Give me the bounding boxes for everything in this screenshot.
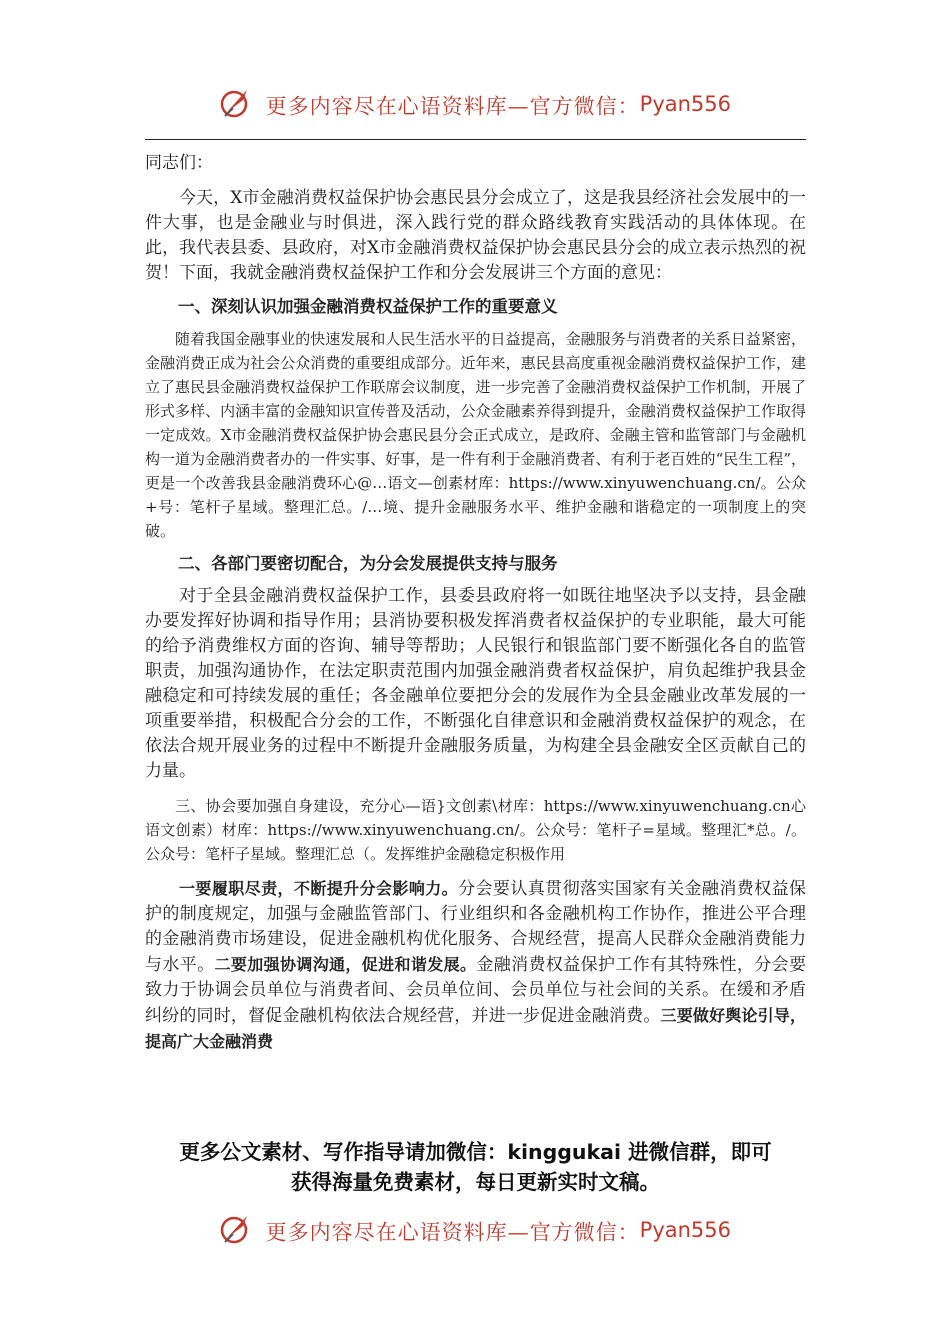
banner-text: 更多内容尽在心语资料库—官方微信： (265, 1220, 640, 1245)
quill-logo-icon (219, 1212, 253, 1251)
promo-block (145, 1137, 806, 1197)
quill-logo-icon (219, 86, 253, 125)
point-1-bold: 一要履职尽责，不断提升分会影响力。 (179, 879, 459, 898)
point-2-text: 金融消费权益保护工作有其特殊性，分会要致力于协调会员单位与消费者间、会员单位间、会员单位与社会间的关系。在缓和矛盾纠纷的同时，督促金融机构依法合规经营，并进一步促进金融消费。 (145, 955, 806, 1026)
heading-1: 一、深刻认识加强金融消费权益保护工作的重要意义 (178, 297, 558, 316)
paragraph-2: 对于全县金融消费权益保护工作，县委县政府将一如既往地坚决予以支持，县金融办要发挥好协调和指导作用；县消协要积极发挥消费者权益保护的专业职能，最大可能的给予消费维权方面的咨询、辅导等帮助；人民银行和银监部门要不断强化各自的监管职责，加强沟通协作，在法定职责范围内加强金融消费者权益保护，肩负起维护我县金融稳定和可持续发展的重任；各金融单位要把分会的发展作为全县金融业改革发展的一项重要举措，积极配合分会的工作，不断强化自律意识和金融消费权益保护的观念，在依法合规开展业务的过程中不断提升金融服务质量，为构建全县金融安全区贡献自己的力量。 (145, 586, 806, 781)
banner-wechat-id: Pyan556 (639, 92, 732, 116)
promo-line-1: 更多公文素材、写作指导请加微信：kinggukai 进微信群，即可 (179, 1140, 772, 1164)
salutation: 同志们： (145, 153, 213, 173)
point-2-bold: 二要加强协调沟通，促进和谐发展。 (214, 955, 477, 974)
promo-line-2: 获得海量免费素材，每日更新实时文稿。 (291, 1170, 660, 1194)
intro-paragraph: 今天，X市金融消费权益保护协会惠民县分会成立了，这是我县经济社会发展中的一件大事，也是金融业与时俱进，深入践行党的群众路线教育实践活动的具体体现。在此，我代表县委、县政府，对X市金融消费权益保护协会惠民县分会的成立表示热烈的祝贺！下面，我就金融消费权益保护工作和分会发展讲三个方面的意见： (145, 188, 806, 283)
header-watermark (0, 86, 950, 125)
document-body (145, 151, 806, 1055)
paragraph-4 (145, 876, 806, 1055)
paragraph-1: 随着我国金融事业的快速发展和人民生活水平的日益提高，金融服务与消费者的关系日益紧密，金融消费正成为社会公众消费的重要组成部分。近年来，惠民县高度重视金融消费权益保护工作，建立了惠民县金融消费权益保护工作联席会议制度，进一步完善了金融消费权益保护工作机制，开展了形式多样、内涵丰富的金融知识宣传普及活动，公众金融素养得到提升，金融消费权益保护工作取得一定成效。X市金融消费权益保护协会惠民县分会正式成立，是政府、金融主管和监管部门与金融机构一道为金融消费者办的一件实事、好事，是一件有利于金融消费者、有利于老百姓的“民生工程”，更是一个改善我县金融消费环心@…语文—创素材库：https://www.xinyuwenchuang.cn/。公众+号：笔杆子星域。整理汇总。/…境、提升金融服务水平、维护金融和谐稳定的一项制度上的突破。 (145, 330, 806, 540)
point-1-text: 分会要认真贯彻落实国家有关金融消费权益保护的制度规定，加强与金融监管部门、行业组织和各金融机构工作协作，推进公平合理的金融消费市场建设，促进金融机构优化服务、合规经营，提高人民群众金融消费能力与水平。 (145, 879, 806, 975)
footer-watermark (0, 1212, 950, 1251)
point-3-bold: 三要做好舆论引导，提高广大金融消费 (145, 1006, 806, 1051)
heading-2: 二、各部门要密切配合，为分会发展提供支持与服务 (178, 554, 558, 573)
header-rule (145, 139, 806, 140)
banner-wechat-id: Pyan556 (639, 1218, 732, 1242)
paragraph-3: 三、协会要加强自身建设，充分心—语}文创素\材库：https://www.xinyuwenchuang.cn心语文创素）材库：https://www.xinyuwenchuang.cn/。公众号：笔杆子=星域。整理汇*总。/。公众号：笔杆子星域。整理汇总（。发挥维护金融稳定积极作用 (145, 797, 806, 863)
banner-text: 更多内容尽在心语资料库—官方微信： (265, 94, 640, 119)
